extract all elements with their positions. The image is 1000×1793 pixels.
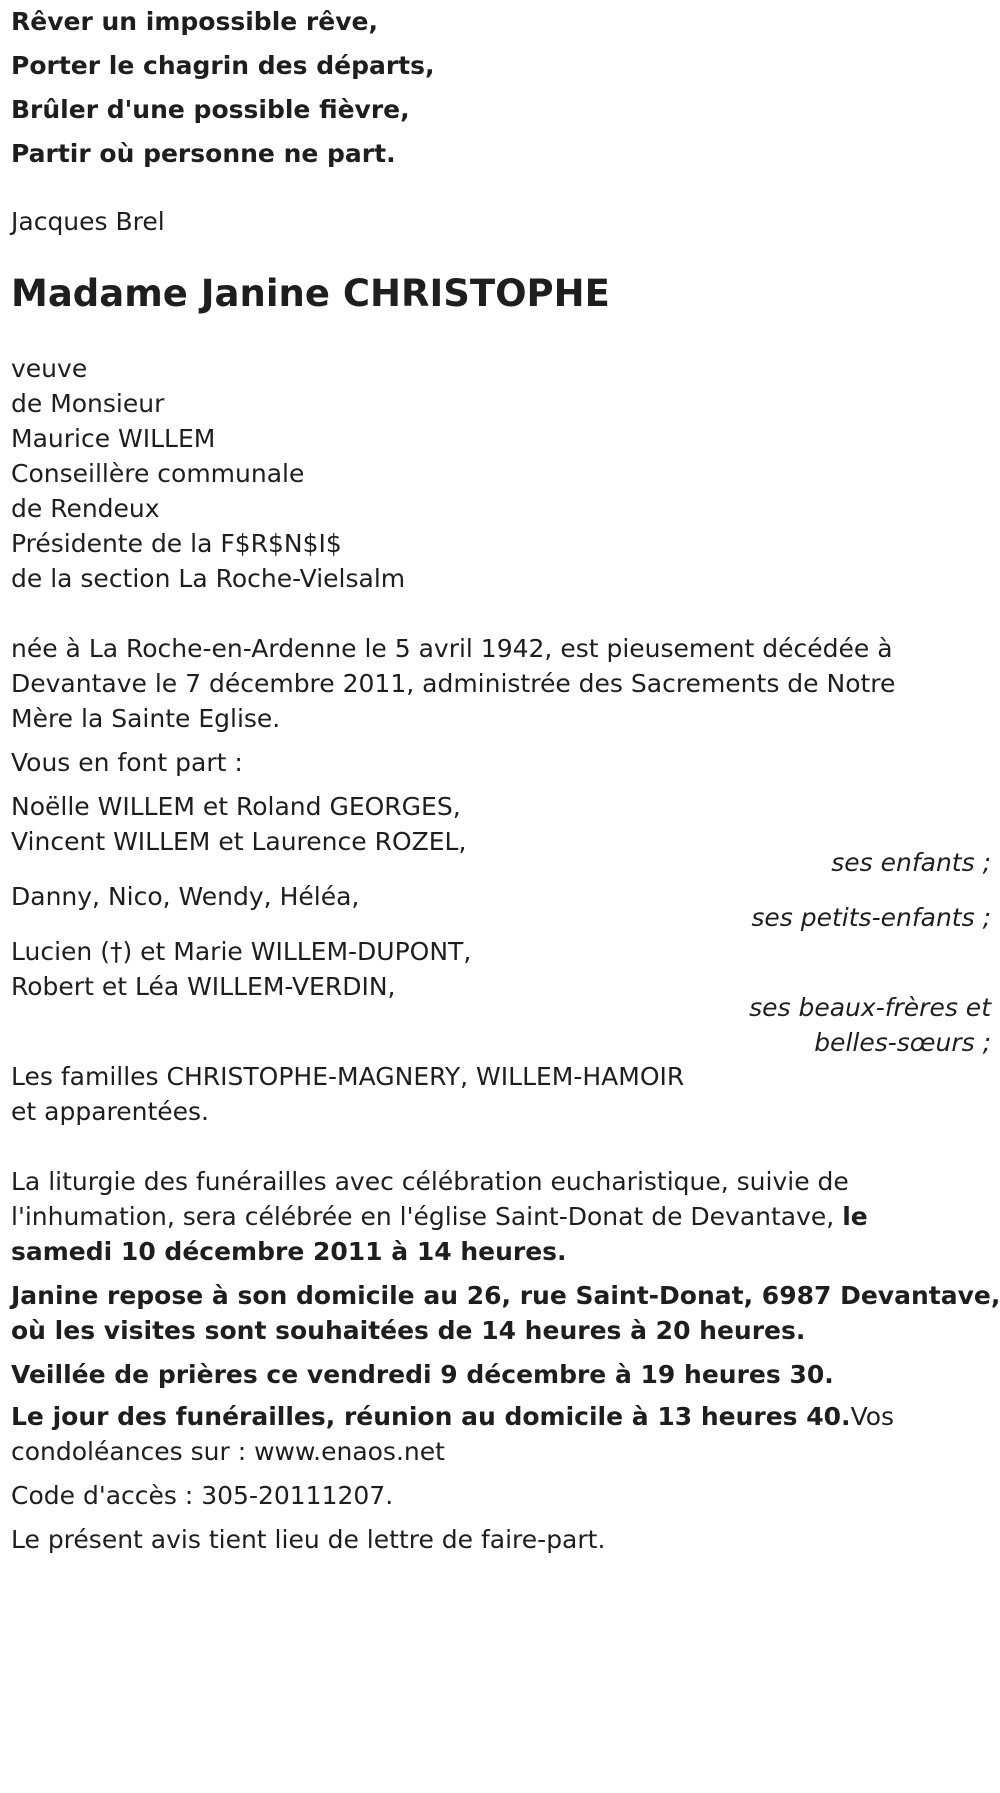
funeral-line-text: l'inhumation, sera célébrée en l'église Saint-Donat de Devantave, — [11, 1202, 843, 1231]
detail-line: de la section La Roche-Vielsalm — [11, 564, 406, 593]
viewing-info: Janine repose à son domicile au 26, rue Saint-Donat, 6987 Devantave, — [11, 1281, 1000, 1310]
vigil-info: Veillée de prières ce vendredi 9 décembre à 19 heures 30. — [11, 1360, 834, 1389]
viewing-info: où les visites sont souhaitées de 14 heures à 20 heures. — [11, 1316, 806, 1345]
children-label: ses enfants ; — [831, 848, 991, 877]
family-children: Noëlle WILLEM et Roland GEORGES, — [11, 792, 461, 821]
access-code: Code d'accès : 305-20111207. — [11, 1481, 394, 1510]
family-grandchildren: Danny, Nico, Wendy, Héléa, — [11, 882, 360, 911]
family-line: Les familles CHRISTOPHE-MAGNERY, WILLEM-HAMOIR — [11, 1062, 685, 1091]
funeral-day-text: Vos — [850, 1402, 895, 1431]
family-line: et apparentées. — [11, 1097, 209, 1126]
closing-note: Le présent avis tient lieu de lettre de faire-part. — [11, 1525, 606, 1554]
poem-author: Jacques Brel — [11, 207, 165, 236]
grandchildren-label: ses petits-enfants ; — [751, 903, 991, 932]
condolences-info: condoléances sur : www.enaos.net — [11, 1437, 445, 1466]
detail-line: de Monsieur — [11, 389, 165, 418]
detail-line: Conseillère communale — [11, 459, 305, 488]
announcement-intro: Vous en font part : — [11, 748, 243, 777]
funeral-line: La liturgie des funérailles avec célébration eucharistique, suivie de — [11, 1167, 849, 1196]
family-children: Vincent WILLEM et Laurence ROZEL, — [11, 827, 467, 856]
in-laws-label: belles-sœurs ; — [814, 1028, 991, 1057]
detail-line: veuve — [11, 354, 88, 383]
family-in-laws: Lucien (†) et Marie WILLEM-DUPONT, — [11, 937, 472, 966]
poem-line-4: Partir où personne ne part. — [11, 139, 396, 168]
detail-line: de Rendeux — [11, 494, 160, 523]
in-laws-label: ses beaux-frères et — [749, 993, 991, 1022]
announcement-line: née à La Roche-en-Ardenne le 5 avril 1942, est pieusement décédée à — [11, 634, 893, 663]
family-in-laws: Robert et Léa WILLEM-VERDIN, — [11, 972, 396, 1001]
funeral-date: samedi 10 décembre 2011 à 14 heures. — [11, 1237, 567, 1266]
poem-line-3: Brûler d'une possible fièvre, — [11, 95, 410, 124]
funeral-line — [11, 1204, 868, 1229]
poem-line-2: Porter le chagrin des départs, — [11, 51, 435, 80]
poem-line-1: Rêver un impossible rêve, — [11, 7, 378, 36]
funeral-line-bold: le — [842, 1202, 868, 1231]
announcement-line: Mère la Sainte Eglise. — [11, 704, 281, 733]
announcement-line: Devantave le 7 décembre 2011, administrée des Sacrements de Notre — [11, 669, 896, 698]
funeral-day-bold: Le jour des funérailles, réunion au domicile à 13 heures 40. — [11, 1402, 851, 1431]
detail-line: Présidente de la F$R$N$I$ — [11, 529, 342, 558]
funeral-day-info — [11, 1404, 894, 1429]
detail-line: Maurice WILLEM — [11, 424, 216, 453]
deceased-name: Madame Janine CHRISTOPHE — [11, 272, 610, 315]
